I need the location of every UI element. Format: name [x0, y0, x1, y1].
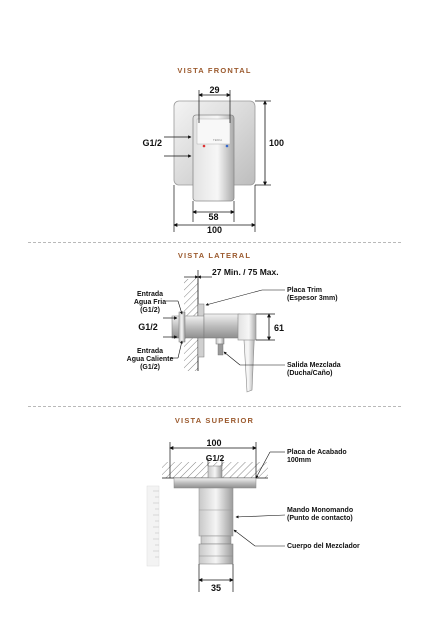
- front-dim-100-vertical: 100: [269, 138, 285, 148]
- side-outlet-pipe: [218, 344, 223, 355]
- side-view: [127, 267, 341, 392]
- front-view: [142, 85, 284, 235]
- side-dim-depth: 27 Min. / 75 Max.: [212, 267, 279, 277]
- mixer-body-label: Cuerpo del Mezclador: [287, 543, 360, 550]
- front-dim-29: 29: [209, 85, 220, 95]
- side-view-title: VISTA LATERAL: [177, 251, 252, 260]
- hot-inlet-label-line3: (G1/2): [140, 364, 160, 371]
- front-dim-58: 58: [208, 212, 219, 222]
- top-scale-ruler: [147, 486, 159, 566]
- top-view: [147, 438, 360, 593]
- outlet-label-line1: Salida Mezclada: [287, 362, 341, 369]
- hot-inlet-label-line2: Agua Caliente: [126, 356, 174, 363]
- cold-inlet-label-line3: (G1/2): [140, 307, 160, 314]
- top-dim-g12: G1/2: [205, 453, 225, 463]
- side-dim-61: 61: [274, 323, 285, 333]
- front-view-title: VISTA FRONTAL: [177, 66, 252, 75]
- top-thread-stub: [208, 466, 222, 478]
- top-handle: [199, 488, 233, 536]
- finish-plate-label-line2: 100mm: [287, 457, 312, 464]
- top-dim-35: 35: [210, 583, 222, 593]
- cold-inlet-label-line1: Entrada: [136, 291, 164, 298]
- finish-plate-label-line1: Placa de Acabado: [287, 449, 347, 456]
- trim-plate-label-line1: Placa Trim: [287, 287, 323, 294]
- front-dim-100-horizontal: 100: [206, 225, 223, 235]
- top-finish-plate: [174, 478, 256, 488]
- top-dim-100: 100: [206, 438, 222, 448]
- cold-indicator-icon: [226, 145, 229, 148]
- cold-inlet-label-line2: Agua Fria: [133, 299, 167, 306]
- handle-label-line1: Mando Monomando: [287, 507, 354, 514]
- brand-mark: TEKKA: [213, 138, 223, 142]
- top-view-title: VISTA SUPERIOR: [174, 416, 255, 425]
- side-dim-g12: G1/2: [138, 322, 158, 332]
- trim-plate-label-line2: (Espesor 3mm): [287, 295, 338, 302]
- hot-inlet-label-line1: Entrada: [136, 348, 164, 355]
- handle-label-line2: (Punto de contacto): [287, 515, 353, 522]
- front-dim-g12: G1/2: [142, 138, 162, 148]
- top-mixer-body: [199, 544, 233, 564]
- outlet-label-line2: (Ducha/Caño): [287, 370, 333, 377]
- side-valve-body: [172, 316, 204, 338]
- hot-indicator-icon: [203, 145, 206, 148]
